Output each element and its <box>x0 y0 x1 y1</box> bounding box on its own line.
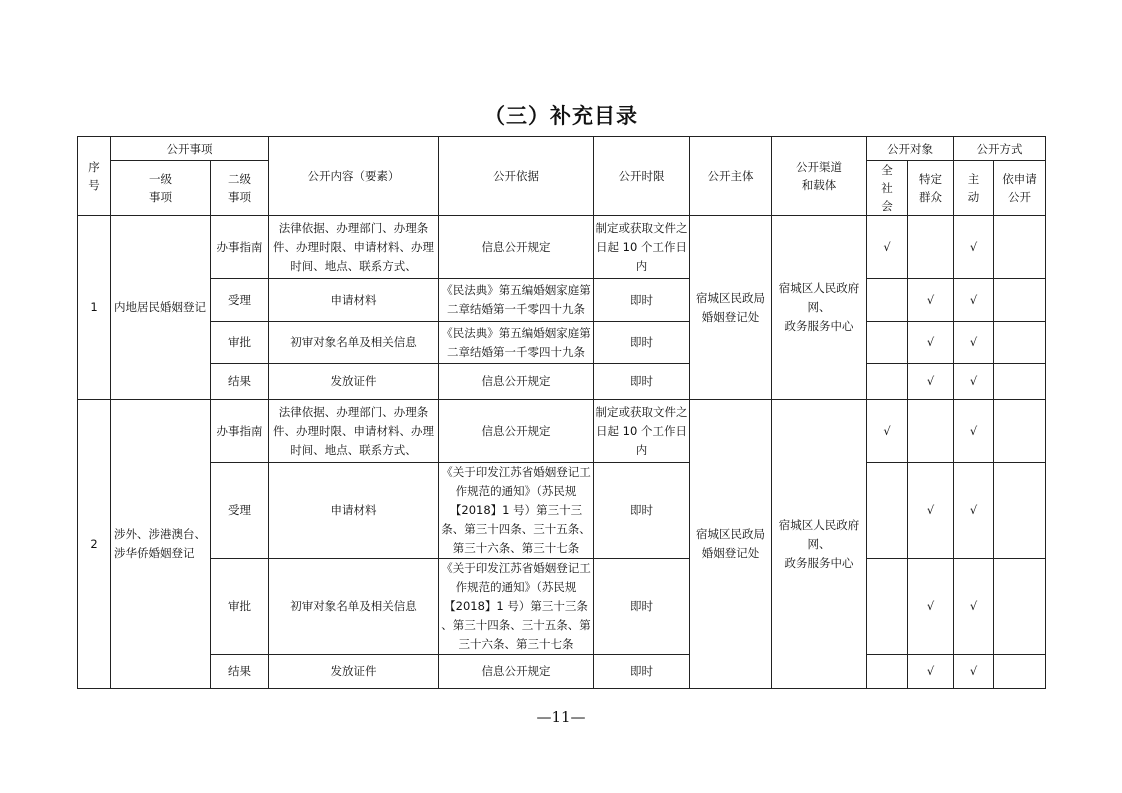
row-basis: 《关于印发江苏省婚姻登记工作规范的通知》（苏民规【2018】1 号）第三十三条、第三十四条、三十五条、第三十六条、第三十七条 <box>439 463 594 559</box>
row-seq: 2 <box>78 400 111 689</box>
header-society: 全 社 会 <box>867 161 908 216</box>
row-time-limit: 即时 <box>594 463 690 559</box>
row-content: 初审对象名单及相关信息 <box>269 559 439 655</box>
row-subject: 宿城区民政局 婚姻登记处 <box>690 400 772 689</box>
row-level2: 受理 <box>211 463 269 559</box>
row-society-check: √ <box>867 216 908 279</box>
row-time-limit: 即时 <box>594 655 690 689</box>
row-active-check: √ <box>954 364 994 400</box>
row-on-request-check <box>994 322 1046 364</box>
row-level2: 受理 <box>211 279 269 322</box>
table-row <box>78 559 1046 655</box>
row-basis: 信息公开规定 <box>439 364 594 400</box>
row-basis: 信息公开规定 <box>439 400 594 463</box>
row-content: 初审对象名单及相关信息 <box>269 322 439 364</box>
table-row <box>78 400 1046 463</box>
row-on-request-check <box>994 279 1046 322</box>
row-society-check <box>867 463 908 559</box>
row-on-request-check <box>994 216 1046 279</box>
row-on-request-check <box>994 364 1046 400</box>
header-audience: 公开对象 <box>867 137 954 161</box>
row-level2: 结果 <box>211 655 269 689</box>
catalog-table <box>77 136 1046 689</box>
page-number: —11— <box>536 708 586 726</box>
header-level2: 二级 事项 <box>211 161 269 216</box>
header-channel: 公开渠道 和载体 <box>772 137 867 216</box>
header-level1: 一级 事项 <box>111 161 211 216</box>
row-society-check <box>867 655 908 689</box>
table-row <box>78 279 1046 322</box>
row-content: 发放证件 <box>269 364 439 400</box>
row-on-request-check <box>994 463 1046 559</box>
header-on-request: 依申请 公开 <box>994 161 1046 216</box>
page-title: （三）补充目录 <box>484 104 638 128</box>
row-basis: 《民法典》第五编婚姻家庭第二章结婚第一千零四十九条 <box>439 322 594 364</box>
row-specific-check: √ <box>908 559 954 655</box>
row-level2: 审批 <box>211 322 269 364</box>
row-active-check: √ <box>954 322 994 364</box>
header-content: 公开内容（要素） <box>269 137 439 216</box>
header-row-1 <box>78 137 1046 161</box>
table-row <box>78 364 1046 400</box>
row-level1: 涉外、涉港澳台、 涉华侨婚姻登记 <box>111 400 211 689</box>
row-active-check: √ <box>954 559 994 655</box>
table-row <box>78 655 1046 689</box>
row-specific-check <box>908 216 954 279</box>
row-channel: 宿城区人民政府 网、 政务服务中心 <box>772 400 867 689</box>
header-time-limit: 公开时限 <box>594 137 690 216</box>
row-specific-check: √ <box>908 463 954 559</box>
row-active-check: √ <box>954 463 994 559</box>
row-channel: 宿城区人民政府 网、 政务服务中心 <box>772 216 867 400</box>
row-society-check <box>867 559 908 655</box>
row-active-check: √ <box>954 216 994 279</box>
row-time-limit: 即时 <box>594 559 690 655</box>
row-active-check: √ <box>954 400 994 463</box>
row-time-limit: 即时 <box>594 364 690 400</box>
row-level2: 结果 <box>211 364 269 400</box>
row-specific-check: √ <box>908 322 954 364</box>
row-time-limit: 制定或获取文件之日起 10 个工作日内 <box>594 400 690 463</box>
row-time-limit: 即时 <box>594 279 690 322</box>
row-time-limit: 即时 <box>594 322 690 364</box>
row-basis: 《民法典》第五编婚姻家庭第二章结婚第一千零四十九条 <box>439 279 594 322</box>
row-content: 申请材料 <box>269 463 439 559</box>
row-society-check <box>867 279 908 322</box>
row-level2: 办事指南 <box>211 400 269 463</box>
table-row <box>78 216 1046 279</box>
header-matter: 公开事项 <box>111 137 269 161</box>
row-seq: 1 <box>78 216 111 400</box>
row-content: 法律依据、办理部门、办理条件、办理时限、申请材料、办理时间、地点、联系方式、 <box>269 400 439 463</box>
row-society-check <box>867 322 908 364</box>
header-basis: 公开依据 <box>439 137 594 216</box>
row-time-limit: 制定或获取文件之日起 10 个工作日内 <box>594 216 690 279</box>
row-content: 申请材料 <box>269 279 439 322</box>
table-row <box>78 463 1046 559</box>
row-content: 发放证件 <box>269 655 439 689</box>
header-active: 主 动 <box>954 161 994 216</box>
row-specific-check: √ <box>908 364 954 400</box>
row-society-check: √ <box>867 400 908 463</box>
row-basis: 信息公开规定 <box>439 655 594 689</box>
row-subject: 宿城区民政局 婚姻登记处 <box>690 216 772 400</box>
row-on-request-check <box>994 655 1046 689</box>
row-basis: 《关于印发江苏省婚姻登记工作规范的通知》（苏民规【2018】1 号）第三十三条 、第三十四条、三十五条、第三十六条、第三十七条 <box>439 559 594 655</box>
header-subject: 公开主体 <box>690 137 772 216</box>
row-basis: 信息公开规定 <box>439 216 594 279</box>
row-level1: 内地居民婚姻登记 <box>111 216 211 400</box>
row-level2: 办事指南 <box>211 216 269 279</box>
row-on-request-check <box>994 400 1046 463</box>
row-specific-check: √ <box>908 279 954 322</box>
header-method: 公开方式 <box>954 137 1046 161</box>
row-level2: 审批 <box>211 559 269 655</box>
row-active-check: √ <box>954 279 994 322</box>
row-specific-check <box>908 400 954 463</box>
table-row <box>78 322 1046 364</box>
header-specific: 特定 群众 <box>908 161 954 216</box>
header-seq: 序 号 <box>78 137 111 216</box>
row-specific-check: √ <box>908 655 954 689</box>
row-active-check: √ <box>954 655 994 689</box>
row-society-check <box>867 364 908 400</box>
row-content: 法律依据、办理部门、办理条件、办理时限、申请材料、办理时间、地点、联系方式、 <box>269 216 439 279</box>
row-on-request-check <box>994 559 1046 655</box>
